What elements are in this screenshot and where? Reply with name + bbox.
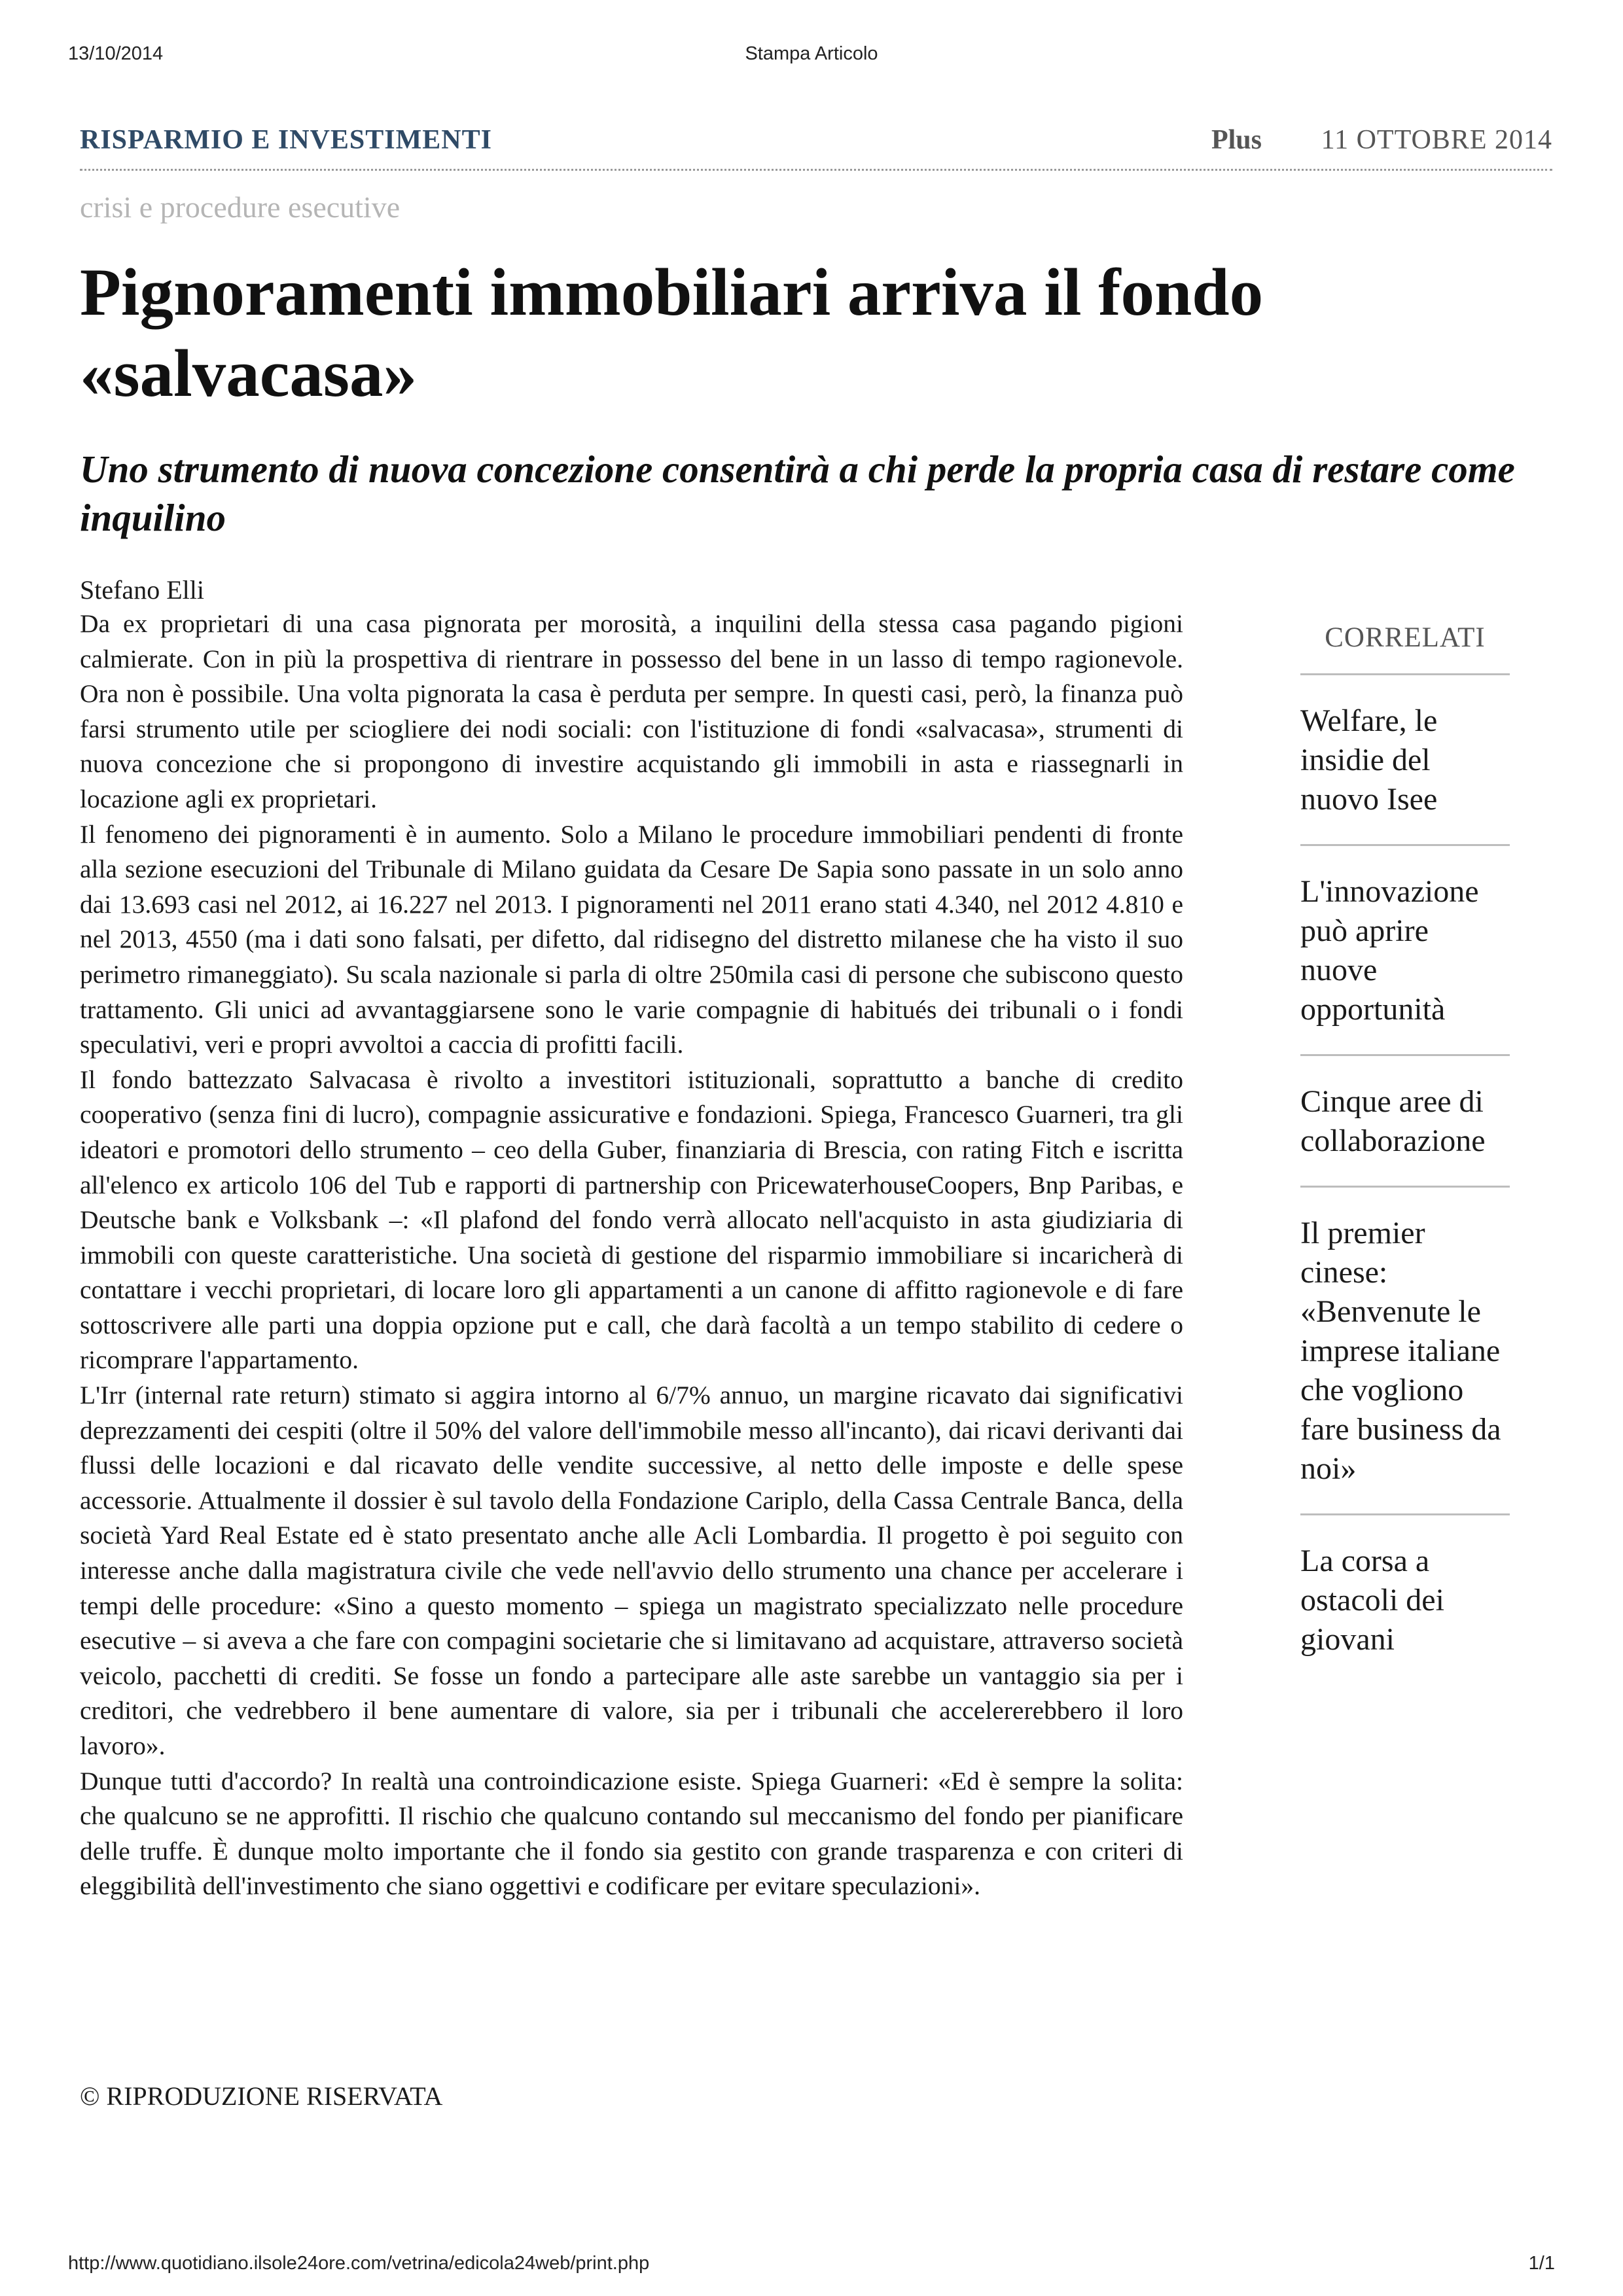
print-title: Stampa Articolo <box>745 43 878 64</box>
section-bar <box>80 124 1552 171</box>
section-name[interactable]: RISPARMIO E INVESTIMENTI <box>80 125 492 155</box>
article-paragraph: L'Irr (internal rate return) stimato si aggira intorno al 6/7% annuo, un margine ricavato dai significativi deprezzamenti dei cespiti (oltre il 50% del valore dell'immobile messo all'incanto), dai ricavi derivanti dai flussi delle locazioni e dal ricavato delle vendite successive, al netto delle imposte e delle spese accessorie. Attualmente il dossier è sul tavolo della Fondazione Cariplo, della Cassa Centrale Banca, della società Yard Real Estate ed è stato presentato anche alle Acli Lombardia. Il progetto è poi seguito con interesse anche dalla magistratura civile che vede nell'avvio dello strumento una chance per accelerare i tempi delle procedure: «Sino a questo momento – spiega un magistrato specializzato nelle procedure esecutive – si aveva a che fare con compagini societarie che si limitavano ad acquistare, attraverso società veicolo, pacchetti di crediti. Se fosse un fondo a partecipare alle aste sarebbe un vantaggio sia per i creditori, che vedrebbero il bene aumentare di valore, sia per i tribunali che accelererebbero il loro lavoro». <box>80 1381 1183 1760</box>
page-number: 1/1 <box>1528 2253 1555 2274</box>
article-author: Stefano Elli <box>80 575 204 605</box>
related-link[interactable]: Il premier cinese: «Benvenute le imprese italiane che vogliono fare business da noi» <box>1300 1188 1510 1515</box>
print-date: 13/10/2014 <box>68 43 164 64</box>
copyright-notice: © RIPRODUZIONE RISERVATA <box>80 2081 443 2111</box>
article-kicker: crisi e procedure esecutive <box>80 190 401 224</box>
article-subheadline: Uno strumento di nuova concezione consentirà a chi perde la propria casa di restare come inquilino <box>80 448 1515 539</box>
publication-date: 11 OTTOBRE 2014 <box>1321 125 1552 155</box>
print-url: http://www.quotidiano.ilsole24ore.com/vetrina/edicola24web/print.php <box>68 2253 650 2274</box>
article-paragraph: Da ex proprietari di una casa pignorata per morosità, a inquilini della stessa casa pagando pigioni calmierate. Con in più la prospettiva di rientrare in possesso del bene in un lasso di tempo ragionevole. Ora non è possibile. Una volta pignorata la casa è perduta per sempre. In questi casi, però, la finanza può farsi strumento utile per sciogliere dei nodi sociali: con l'istituzione di fondi «salvacasa», strumenti di nuova concezione che si propongono di investire acquistando gli immobili in asta e riassegnarli in locazione agli ex proprietari. <box>80 609 1183 813</box>
publication-name: Plus <box>1211 125 1262 155</box>
article-paragraph: Il fondo battezzato Salvacasa è rivolto a investitori istituzionali, soprattutto a banche di credito cooperativo (senza fini di lucro), compagnie assicurative e fondazioni. Spiega, Francesco Guarneri, tra gli ideatori e promotori dello strumento – ceo della Guber, finanziaria di Brescia, con rating Fitch e iscritta all'elenco ex articolo 106 del Tub e rapporti di partnership con PricewaterhouseCoopers, Bnp Paribas, e Deutsche bank e Volksbank –: «Il plafond del fondo verrà allocato nell'acquisto in asta giudiziaria di immobili con queste caratteristiche. Una società di gestione del risparmio immobiliare si incaricherà di contattare i vecchi proprietari, di locare loro gli appartamenti a un canone di affitto ragionevole e di fare sottoscrivere alle parti una doppia opzione put e call, che darà facoltà a un tempo stabilito di cedere o ricomprare l'appartamento. <box>80 1065 1183 1375</box>
article-headline: Pignoramenti immobiliari arriva il fondo «salvacasa» <box>80 255 1264 411</box>
related-sidebar <box>1300 615 1510 1684</box>
article-paragraph: Dunque tutti d'accordo? In realtà una controindicazione esiste. Spiega Guarneri: «Ed è sempre la solita: che qualcuno se ne approfitti. Il rischio che qualcuno contando sul meccanismo del fondo per pianificare delle truffe. È dunque molto importante che il fondo sia gestito con grande trasparenza e con criteri di eleggibilità dell'investimento che siano oggettivi e codificare per evitare speculazioni». <box>80 1766 1183 1901</box>
related-link[interactable]: L'innovazione può aprire nuove opportunità <box>1300 846 1510 1056</box>
related-link[interactable]: Welfare, le insidie del nuovo Isee <box>1300 675 1510 846</box>
article-paragraph: Il fenomeno dei pignoramenti è in aumento. Solo a Milano le procedure immobiliari pendenti di fronte alla sezione esecuzioni del Tribunale di Milano guidata da Cesare De Sapia sono passate in un solo anno dai 13.693 casi nel 2012, ai 16.227 nel 2013. I pignoramenti nel 2011 erano stati 4.340, nel 2012 4.810 e nel 2013, 4550 (ma i dati sono falsati, per difetto, dal ridisegno del distretto milanese che ha visto il suo perimetro rimaneggiato). Su scala nazionale si parla di oltre 250mila casi di persone che subiscono questo trattamento. Gli unici ad avvantaggiarsene sono le varie compagnie di habitués dei tribunali o i fondi speculativi, veri e propri avvoltoi a caccia di profitti facili. <box>80 819 1183 1059</box>
article-body <box>80 607 1183 1904</box>
related-title: CORRELATI <box>1300 615 1510 675</box>
related-link[interactable]: Cinque aree di collaborazione <box>1300 1056 1510 1188</box>
related-link[interactable]: La corsa a ostacoli dei giovani <box>1300 1544 1444 1657</box>
